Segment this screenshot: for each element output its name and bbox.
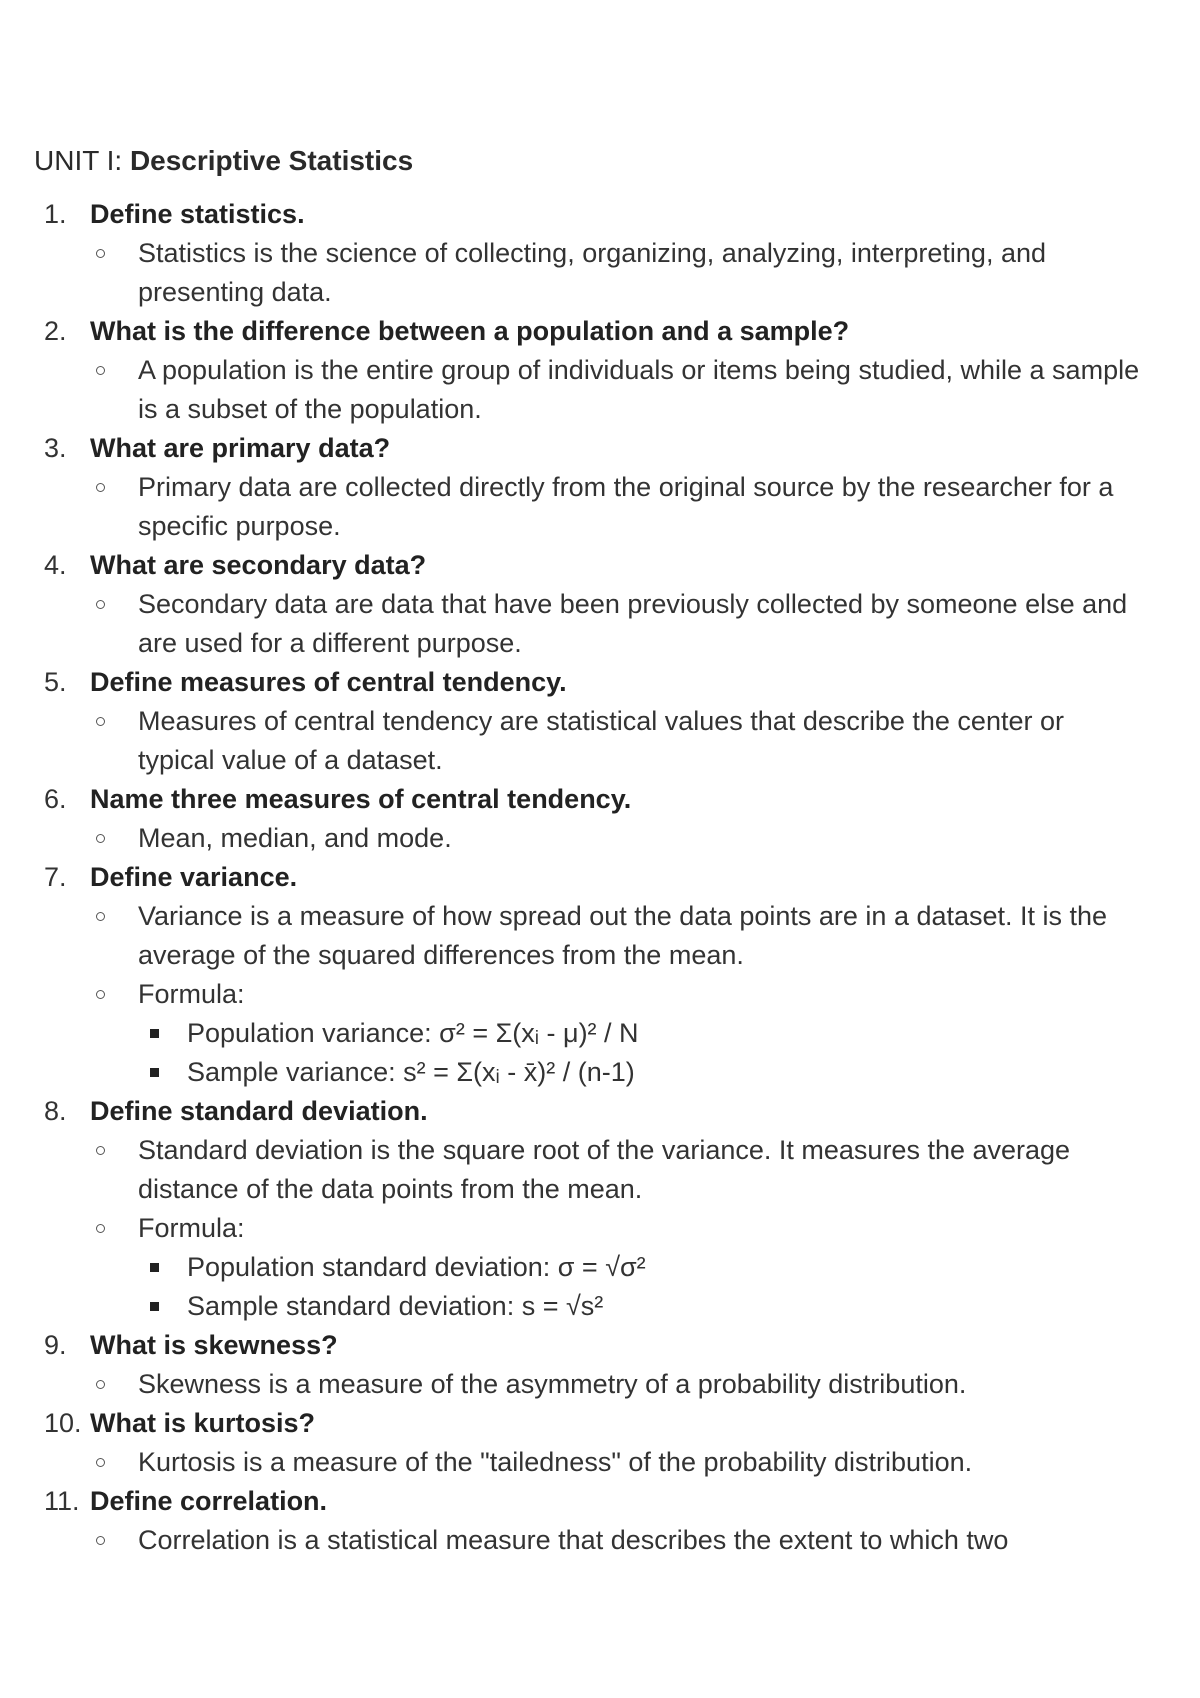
formula-item <box>0 1248 1200 1287</box>
answer-text: Variance is a measure of how spread out the data points are in a dataset. It is the average of the squared differences from the mean. <box>138 901 1108 970</box>
answer-item <box>0 1443 1200 1482</box>
hollow-circle-bullet-icon <box>96 1380 105 1389</box>
answer-item <box>0 1521 1200 1560</box>
square-bullet-icon <box>150 1302 159 1311</box>
formula-text: Population variance: σ² = Σ(xᵢ - μ)² / N <box>187 1018 639 1048</box>
question-item <box>0 1326 1200 1365</box>
answer-item <box>0 351 1200 429</box>
answer-item <box>0 585 1200 663</box>
question-item <box>0 1482 1200 1521</box>
hollow-circle-bullet-icon <box>96 1458 105 1467</box>
question-number: 8. <box>44 1096 67 1126</box>
hollow-circle-bullet-icon <box>96 600 105 609</box>
question-text: Name three measures of central tendency. <box>90 784 632 814</box>
formula-label: Formula: <box>138 979 245 1009</box>
answer-item <box>0 1209 1200 1248</box>
question-item <box>0 429 1200 468</box>
question-text: What are secondary data? <box>90 550 427 580</box>
question-text: What are primary data? <box>90 433 391 463</box>
formula-text: Sample variance: s² = Σ(xᵢ - x̄)² / (n-1) <box>187 1057 635 1087</box>
answer-text: Standard deviation is the square root of the variance. It measures the average distance of the data points from the mean. <box>138 1135 1071 1204</box>
question-item <box>0 858 1200 897</box>
page-title <box>34 143 413 179</box>
answer-text: Measures of central tendency are statistical values that describe the center or typical value of a dataset. <box>138 706 1064 775</box>
question-number: 2. <box>44 316 67 346</box>
answer-text: A population is the entire group of individuals or items being studied, while a sample is a subset of the population. <box>138 355 1140 424</box>
question-number: 4. <box>44 550 67 580</box>
answer-text: Correlation is a statistical measure that describes the extent to which two <box>138 1525 1009 1555</box>
hollow-circle-bullet-icon <box>96 483 105 492</box>
hollow-circle-bullet-icon <box>96 834 105 843</box>
answer-item <box>0 468 1200 546</box>
question-number: 9. <box>44 1330 67 1360</box>
square-bullet-icon <box>150 1068 159 1077</box>
formula-label: Formula: <box>138 1213 245 1243</box>
question-item <box>0 546 1200 585</box>
answer-item <box>0 1365 1200 1404</box>
square-bullet-icon <box>150 1263 159 1272</box>
title-main: Descriptive Statistics <box>129 145 414 176</box>
answer-text: Mean, median, and mode. <box>138 823 452 853</box>
question-number: 3. <box>44 433 67 463</box>
question-text: What is kurtosis? <box>90 1408 316 1438</box>
question-item <box>0 780 1200 819</box>
answer-item <box>0 1131 1200 1209</box>
answer-item <box>0 897 1200 975</box>
question-text: What is the difference between a population and a sample? <box>90 316 850 346</box>
question-text: Define measures of central tendency. <box>90 667 567 697</box>
title-prefix: UNIT I: <box>34 145 130 176</box>
hollow-circle-bullet-icon <box>96 717 105 726</box>
formula-item <box>0 1014 1200 1053</box>
question-number: 1. <box>44 199 67 229</box>
answer-text: Secondary data are data that have been previously collected by someone else and are used for a different purpose. <box>138 589 1128 658</box>
formula-item <box>0 1053 1200 1092</box>
question-text: Define statistics. <box>90 199 305 229</box>
answer-item <box>0 975 1200 1014</box>
formula-item <box>0 1287 1200 1326</box>
question-text: Define standard deviation. <box>90 1096 428 1126</box>
question-number: 7. <box>44 862 67 892</box>
hollow-circle-bullet-icon <box>96 366 105 375</box>
question-item <box>0 1092 1200 1131</box>
answer-text: Kurtosis is a measure of the "tailedness" of the probability distribution. <box>138 1447 973 1477</box>
question-item <box>0 312 1200 351</box>
answer-item <box>0 702 1200 780</box>
question-number: 11. <box>44 1486 80 1516</box>
hollow-circle-bullet-icon <box>96 249 105 258</box>
question-number: 10. <box>44 1408 82 1438</box>
question-text: Define correlation. <box>90 1486 328 1516</box>
question-number: 6. <box>44 784 67 814</box>
question-item <box>0 195 1200 234</box>
answer-item <box>0 234 1200 312</box>
question-number: 5. <box>44 667 67 697</box>
question-item <box>0 1404 1200 1443</box>
question-text: What is skewness? <box>90 1330 338 1360</box>
question-item <box>0 663 1200 702</box>
formula-text: Population standard deviation: σ = √σ² <box>187 1252 646 1282</box>
hollow-circle-bullet-icon <box>96 1224 105 1233</box>
answer-text: Primary data are collected directly from the original source by the researcher for a specific purpose. <box>138 472 1114 541</box>
hollow-circle-bullet-icon <box>96 1146 105 1155</box>
formula-text: Sample standard deviation: s = √s² <box>187 1291 604 1321</box>
hollow-circle-bullet-icon <box>96 990 105 999</box>
hollow-circle-bullet-icon <box>96 912 105 921</box>
answer-text: Statistics is the science of collecting, organizing, analyzing, interpreting, and presenting data. <box>138 238 1046 307</box>
question-text: Define variance. <box>90 862 298 892</box>
answer-item <box>0 819 1200 858</box>
hollow-circle-bullet-icon <box>96 1536 105 1545</box>
square-bullet-icon <box>150 1029 159 1038</box>
answer-text: Skewness is a measure of the asymmetry of a probability distribution. <box>138 1369 967 1399</box>
question-list <box>0 195 1200 1560</box>
